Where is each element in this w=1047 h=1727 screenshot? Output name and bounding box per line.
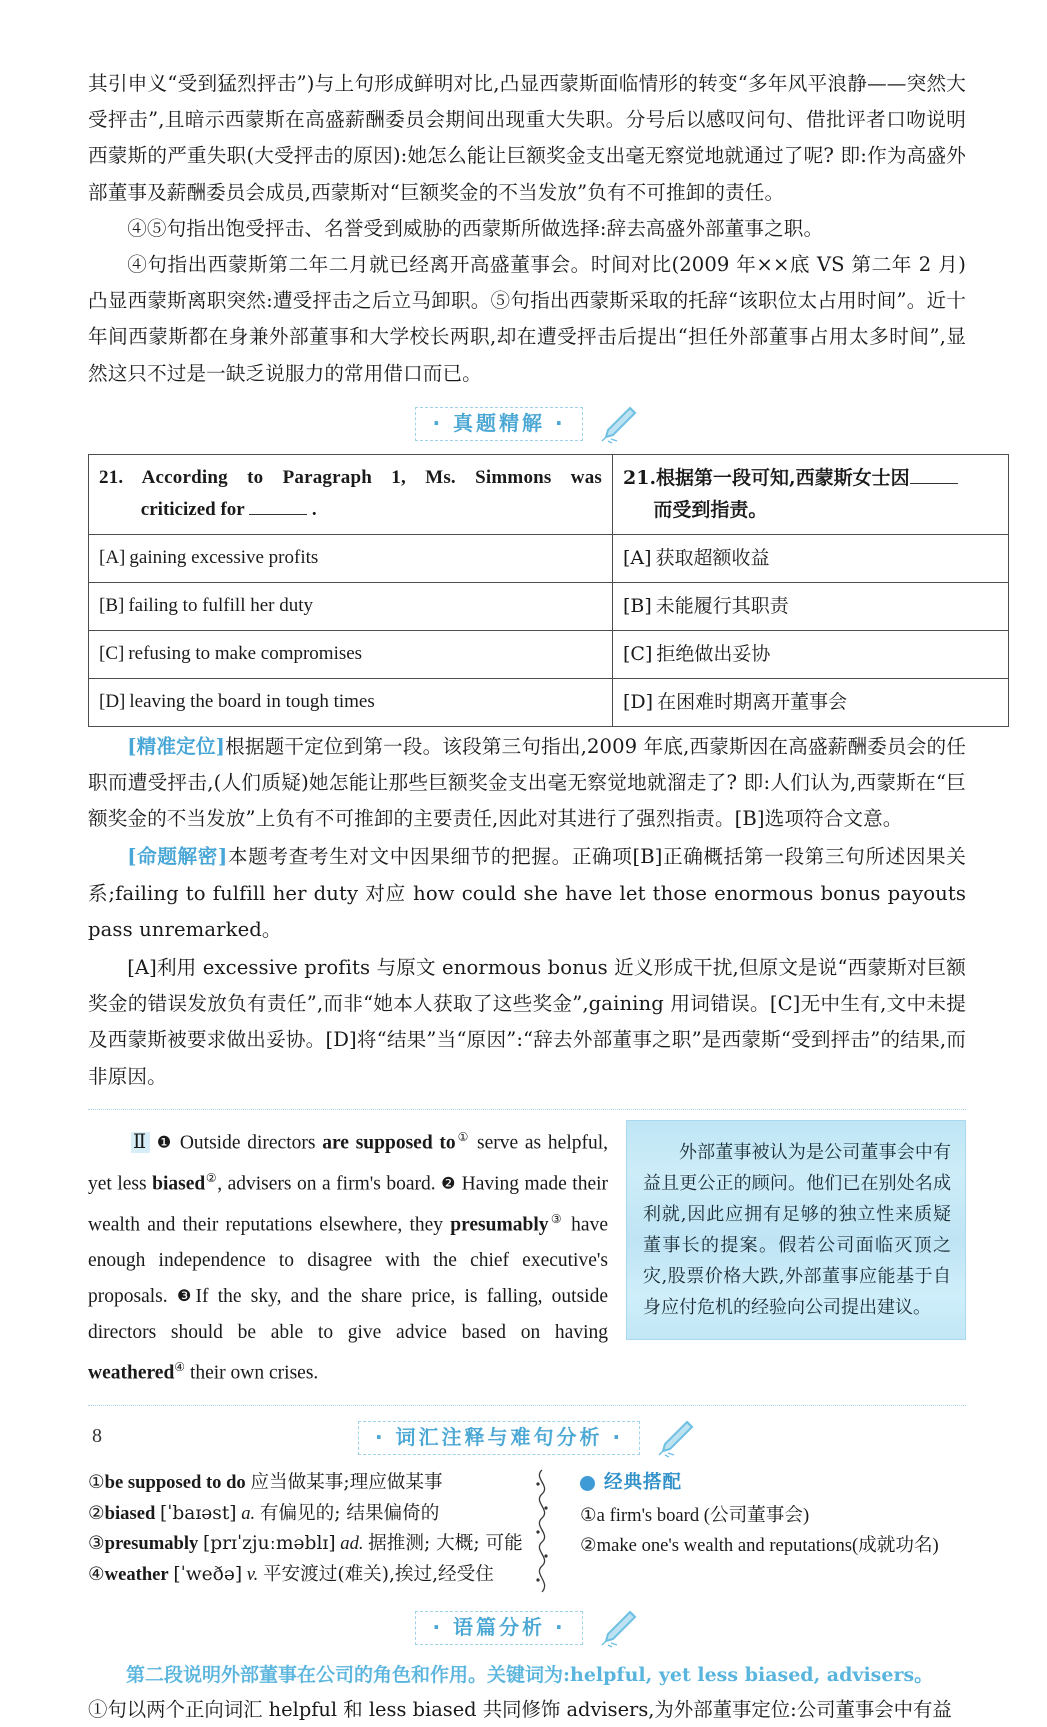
paragraph-number: Ⅱ: [132, 1132, 149, 1154]
option-a-label-cn: [A]: [623, 546, 652, 569]
question-stem-en-line2: criticized for: [140, 498, 245, 520]
answer-blank-en: [249, 514, 307, 515]
passage-seg2a: Having made their wealth and their reputations elsewhere, they: [88, 1173, 609, 1236]
option-d-label-cn: [D]: [623, 690, 654, 713]
section-banner-discourse: [88, 1608, 966, 1648]
intro-paragraph-1: 其引申义“受到猛烈抨击”)与上句形成鲜明对比,凸显西蒙斯面临情形的转变“多年风平浪静——突然大受抨击”,且暗示西蒙斯在高盛薪酬委员会期间出现重大失职。分号后以感叹问句、借批评者口吻说明西蒙斯的严重失职(大受抨击的原因):她怎么能让巨额奖金支出毫无察觉地就通过了呢? 即:作为高盛外部董事及薪酬委员会成员,西蒙斯对“巨额奖金的不当发放”负有不可推卸的责任。: [88, 72, 966, 204]
vocab-num-3: ③: [88, 1533, 105, 1555]
option-d-label: [D]: [99, 690, 126, 712]
option-c-label-cn: [C]: [623, 642, 653, 665]
option-c-label: [C]: [99, 642, 125, 664]
footnote-ref-4: ④: [174, 1360, 186, 1375]
banner-label-vocab: · 词汇注释与难句分析 ·: [358, 1421, 640, 1455]
squiggle-divider-icon: [518, 1468, 566, 1596]
banner-label-discourse: · 语篇分析 ·: [415, 1611, 582, 1645]
pen-icon: [654, 1418, 696, 1458]
translation-text: 外部董事被认为是公司董事会中有益且更公正的顾问。他们已在别处名成利就,因此应拥有足够的独立性来质疑董事长的提案。假若公司面临灭顶之灾,股票价格大跌,外部董事应能基于自身应付危机的经验向公司提出建议。: [643, 1141, 951, 1318]
table-row: [89, 582, 1009, 630]
table-row-stem: [89, 454, 1009, 534]
vocab-word-3: presumably: [104, 1533, 199, 1555]
passage-seg3b: their own crises.: [185, 1362, 319, 1384]
section-banner-real-exam: [88, 404, 966, 444]
passage-seg1c: , advisers on a firm's board.: [217, 1173, 442, 1195]
vocab-num-1: ①: [88, 1472, 105, 1494]
passage-seg3-bold: weathered: [88, 1362, 175, 1384]
option-c-text-cn: 拒绝做出妥协: [656, 642, 771, 665]
vocab-pos-2: a.: [241, 1502, 256, 1524]
collocations-heading-label: 经典搭配: [604, 1472, 683, 1494]
collocation-item-2: ②make one's wealth and reputations(成就功名): [580, 1535, 939, 1557]
vocab-phonetic-2: [ˈbaɪəst]: [159, 1502, 237, 1524]
footnote-ref-1: ①: [455, 1129, 471, 1144]
vocab-num-4: ④: [88, 1563, 105, 1585]
vocab-entry-3: [88, 1529, 523, 1560]
vocab-meaning-2: 有偏见的; 结果偏倚的: [259, 1502, 440, 1524]
page-content: [88, 66, 966, 1727]
option-b-text-en: failing to fulfill her duty: [128, 594, 314, 616]
explanation-distractors: [A]利用 excessive profits 与原文 enormous bonus 近义形成干扰,但原文是说“西蒙斯对巨额奖金的错误发放负有责任”,而非“她本人获取了这些奖金”,gaining 用词错误。[C]无中生有,文中未提及西蒙斯被要求做出妥协。[D]将“结果”当“原因”:“辞去外部董事之职”是西蒙斯“受到抨击”的结果,而非原因。: [88, 956, 966, 1088]
vocab-entry-4: [88, 1560, 518, 1591]
table-row: [89, 678, 1009, 726]
vocab-entry-1: [88, 1468, 518, 1499]
option-d-en[interactable]: [89, 678, 613, 726]
vocab-pos-4: v.: [246, 1563, 259, 1585]
footnote-ref-3: ③: [548, 1211, 564, 1226]
vocabulary-section: [88, 1468, 966, 1596]
vocab-meaning-3: 据推测; 大概; 可能: [368, 1533, 523, 1555]
table-row: [89, 630, 1009, 678]
question-stem-cn-line2: 而受到指责。: [653, 498, 768, 521]
vocab-word-1: be supposed to do: [104, 1472, 246, 1494]
option-a-text-cn: 获取超额收益: [655, 546, 770, 569]
vocab-num-2: ②: [88, 1502, 105, 1524]
passage-seg1-bold2: biased: [152, 1173, 206, 1195]
option-a-label: [A]: [99, 546, 126, 568]
divider-bottom: [88, 1405, 966, 1406]
discourse-key-line: 第二段说明外部董事在公司的角色和作用。关键词为:helpful, yet less biased, advisers。: [126, 1664, 934, 1687]
question-stem-cn: [613, 454, 1009, 534]
explanation-body-precise-location: 根据题干定位到第一段。该段第三句指出,2009 年底,西蒙斯因在高盛薪酬委员会的任职而遭受抨击,(人们质疑)她怎能让那些巨额奖金支出毫无察觉地就溜走了? 即:人们认为,西蒙斯在“巨额奖金的不当发放”上负有不可推卸的主要责任,因此对其进行了强烈指责。[B]选项符合文意。: [88, 734, 966, 831]
intro-paragraph-2: ④⑤句指出饱受抨击、名誉受到威胁的西蒙斯所做选择:辞去高盛外部董事之职。: [127, 216, 824, 240]
option-c-en[interactable]: [89, 630, 613, 678]
question-stem-en-period: .: [311, 498, 317, 520]
vocab-phonetic-4: [ˈweðə]: [173, 1563, 243, 1585]
option-c-text-en: refusing to make compromises: [128, 642, 363, 664]
passage-english: [88, 1120, 608, 1392]
vocab-entry-2: [88, 1499, 518, 1530]
vocab-word-2: biased: [104, 1502, 156, 1524]
option-b-cn[interactable]: [613, 582, 1009, 630]
option-b-label-cn: [B]: [623, 594, 652, 617]
collocations-section: [566, 1468, 966, 1562]
banner-label-real-exam: · 真题精解 ·: [415, 407, 582, 441]
option-b-en[interactable]: [89, 582, 613, 630]
discourse-body-line: ①句以两个正向词汇 helpful 和 less biased 共同修饰 advisers,为外部董事定位:公司董事会中有益: [88, 1698, 952, 1722]
passage-seg3a: If the sky, and the share price, is falling, outside directors should be able to give advice based on having: [88, 1286, 609, 1343]
option-d-text-cn: 在困难时期离开董事会: [657, 690, 848, 713]
sentence-marker-3: ❸: [176, 1286, 196, 1306]
question-stem-en: [89, 454, 613, 534]
question-stem-cn-line1: 21.根据第一段可知,西蒙斯女士因: [623, 466, 910, 489]
table-row: [89, 534, 1009, 582]
option-a-en[interactable]: [89, 534, 613, 582]
option-d-text-en: leaving the board in tough times: [129, 690, 375, 712]
vocab-meaning-4: 平安渡过(难关),挨过,经受住: [262, 1563, 494, 1585]
option-c-cn[interactable]: [613, 630, 1009, 678]
bullet-dot-icon: [580, 1476, 595, 1491]
vocabulary-list: [88, 1468, 523, 1590]
explanation-question-decode: [88, 839, 966, 948]
page-number: 8: [92, 1425, 102, 1447]
intro-paragraph-3: ④句指出西蒙斯第二年二月就已经离开高盛董事会。时间对比(2009 年××底 VS 第二年 2 月)凸显西蒙斯离职突然:遭受抨击之后立马卸职。⑤句指出西蒙斯采取的托辞“该职位太占用时间”。近十年间西蒙斯都在身兼外部董事和大学校长两职,却在遭受抨击后提出“担任外部董事占用太多时间”,显然这只不过是一缺乏说服力的常用借口而已。: [88, 253, 966, 385]
explanation-body-question-decode: 本题考查考生对文中因果细节的把握。正确项[B]正确概括第一段第三句所述因果关系;failing to fulfill her duty 对应 how could she have let those enormous bonus payouts pass unremarked。: [88, 845, 966, 941]
vocab-phonetic-3: [prɪˈzjuːməblɪ]: [203, 1533, 336, 1555]
explanation-precise-location: [88, 729, 966, 838]
passage-seg1b: serve as helpful, yet less: [88, 1132, 609, 1195]
collocations-heading: [580, 1468, 966, 1499]
section-banner-vocab: [88, 1418, 966, 1458]
vocab-meaning-1: 应当做某事;理应做某事: [250, 1472, 443, 1494]
passage-seg2-bold: presumably: [450, 1214, 549, 1236]
pen-icon: [597, 1608, 639, 1648]
vocab-pos-3: ad.: [340, 1533, 364, 1555]
footnote-ref-2: ②: [205, 1170, 218, 1185]
collocation-item-1: ①a firm's board (公司董事会): [580, 1504, 810, 1526]
sentence-marker-1: ❶: [156, 1132, 174, 1152]
divider-top: [88, 1109, 966, 1110]
question-table: [88, 454, 1009, 727]
sentence-marker-2: ❷: [441, 1173, 457, 1193]
option-a-cn[interactable]: [613, 534, 1009, 582]
passage-section: [88, 1120, 966, 1392]
passage-seg2b: have enough independence to disagree with the chief executive's proposals.: [88, 1214, 608, 1308]
pen-icon: [597, 404, 639, 444]
option-d-cn[interactable]: [613, 678, 1009, 726]
question-number: 21.: [99, 466, 124, 488]
answer-blank-cn: [910, 483, 958, 484]
translation-box: [626, 1120, 966, 1340]
option-b-label: [B]: [99, 594, 125, 616]
explanation-tag-question-decode: [命题解密]: [127, 845, 228, 869]
passage-seg1a: Outside directors: [179, 1132, 323, 1154]
explanation-tag-precise-location: [精准定位]: [127, 734, 226, 758]
question-stem-en-line1: According to Paragraph 1, Ms. Simmons was: [141, 466, 602, 488]
option-b-text-cn: 未能履行其职责: [655, 594, 789, 617]
option-a-text-en: gaining excessive profits: [129, 546, 319, 568]
vocab-word-4: weather: [104, 1563, 169, 1585]
passage-seg1-bold: are supposed to: [322, 1132, 456, 1154]
